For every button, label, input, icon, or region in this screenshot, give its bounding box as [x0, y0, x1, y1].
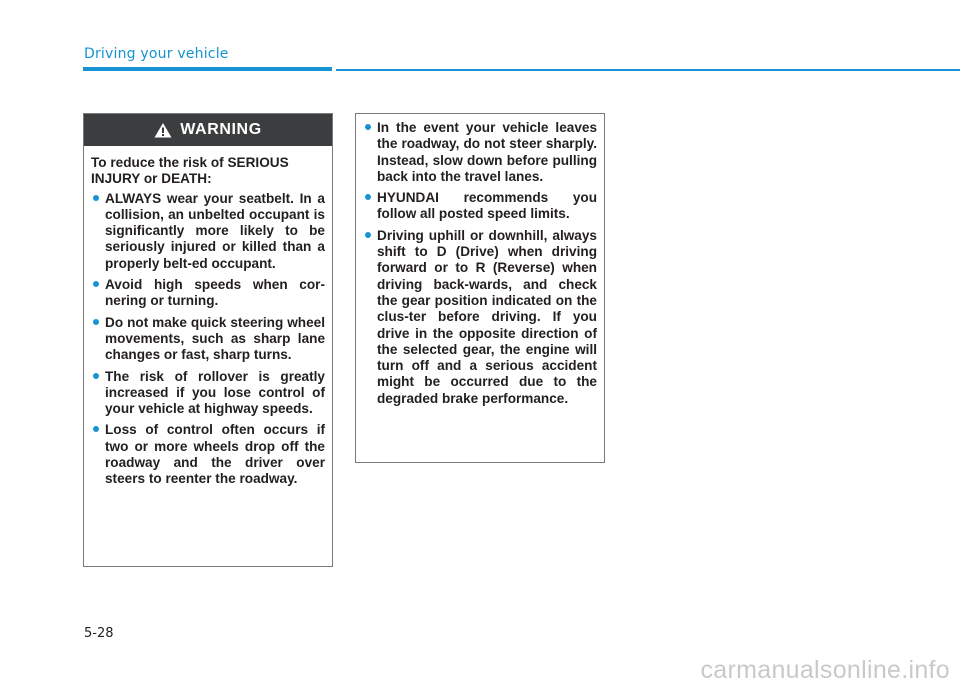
- warning-bullet: ALWAYS wear your seatbelt. In a collision, an unbelted occupant is significantly more likely to be seriously injured or killed than a properly belt-ed occupant.: [91, 191, 325, 272]
- continued-bullet: In the event your vehicle leaves the roadway, do not steer sharply. Instead, slow down before pulling back into the travel lanes.: [363, 120, 597, 185]
- continued-bullet: HYUNDAI recommends you follow all posted speed limits.: [363, 190, 597, 223]
- warning-bullet: Avoid high speeds when cor-nering or turning.: [91, 277, 325, 310]
- warning-header: [84, 114, 332, 146]
- continued-bullet-list: [363, 120, 597, 407]
- bullet-dot-icon: [93, 319, 99, 325]
- bullet-dot-icon: [93, 195, 99, 201]
- bullet-dot-icon: [93, 281, 99, 287]
- warning-bullet: Loss of control often occurs if two or more wheels drop off the roadway and the driver over steers to reenter the roadway.: [91, 422, 325, 487]
- header-rule-thick: [83, 67, 332, 71]
- warning-triangle-icon: [154, 122, 172, 138]
- page-number: 5-28: [84, 626, 114, 641]
- warning-box-continued: [355, 113, 605, 463]
- bullet-dot-icon: [365, 232, 371, 238]
- warning-label: WARNING: [180, 121, 262, 138]
- section-title: Driving your vehicle: [84, 46, 229, 62]
- bullet-dot-icon: [365, 194, 371, 200]
- warning-box: [83, 113, 333, 567]
- continued-content: [356, 114, 604, 407]
- warning-bullet: The risk of rollover is greatly increased if you lose control of your vehicle at highway speeds.: [91, 369, 325, 418]
- header-rule-thin: [336, 69, 960, 71]
- bullet-dot-icon: [93, 426, 99, 432]
- bullet-dot-icon: [93, 373, 99, 379]
- watermark: carmanualsonline.info: [700, 656, 950, 684]
- warning-content: [84, 146, 332, 488]
- bullet-dot-icon: [365, 124, 371, 130]
- warning-bullet-list: [91, 191, 325, 488]
- warning-intro: To reduce the risk of SERIOUS INJURY or DEATH:: [91, 155, 289, 187]
- continued-bullet: Driving uphill or downhill, always shift to D (Drive) when driving forward or to R (Reverse) when driving back-wards, and check the gear position indicated on the clus-ter before driving. If you drive in the opposite direction of the selected gear, the engine will turn off and a serious accident might be occurred due to the degraded brake performance.: [363, 228, 597, 407]
- warning-bullet: Do not make quick steering wheel movements, such as sharp lane changes or fast, sharp turns.: [91, 315, 325, 364]
